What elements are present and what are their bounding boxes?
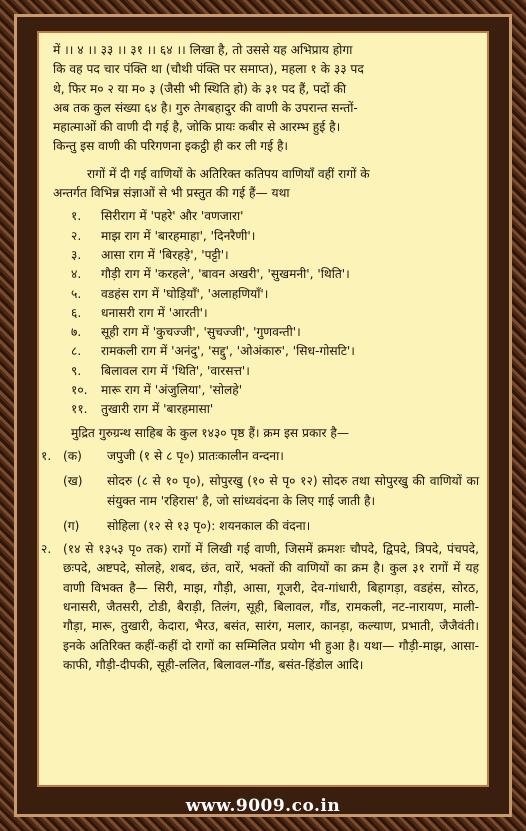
sub-text: जपुजी (१ से ८ पृ०) प्रातःकालीन वन्दना। <box>107 448 284 463</box>
item-text: बिलावल राग में 'थिति', 'वारसत्त'। <box>101 363 250 378</box>
sub-label: (ख) <box>63 474 83 489</box>
item-number: १०. <box>71 383 88 398</box>
item-text: मारू राग में 'अंजुलिया', 'सोलहे' <box>101 383 243 398</box>
item-text: गौड़ी राग में 'करहले', 'बावन अखरी', 'सुखमनी', 'थिति'। <box>101 267 350 282</box>
sub-text: सोहिला (१२ से १३ पृ०): शयनकाल की वंदना। <box>107 518 311 533</box>
item-number: ८. <box>71 344 82 359</box>
item-number: ५. <box>71 286 82 301</box>
sub-item <box>63 472 479 511</box>
section-number: २. <box>41 542 52 557</box>
item-number: ३. <box>71 247 82 262</box>
item-text: सिरीराग में 'पहरे' और 'वणजारा' <box>101 209 244 224</box>
list-item <box>71 323 479 342</box>
section-body: (१४ से १३५३ पृ० तक) रागों में लिखी गई वाणी, जिसमें क्रमशः चौपदे, द्विपदे, त्रिपदे, पंचपदे, छःपदे, अष्टपदे, सोलहे, शबद, छंत, वारें, भक्तों की वाणियों का क्रम है। कुल ३१ रागों में यह वाणी विभक्त है— सिरी, माझ, गौड़ी, आसा, गूजरी, देव-गांधारी, बिहागड़ा, वडहंस, सोरठ, धनासरी, जैतसरी, टोडी, बैराड़ी, तिलंग, सूही, बिलावल, गौंड, रामकली, नट-नारायण, माली-गौड़ा, मारू, तुखारी, केदारा, भैरउ, बसंत, सारंग, मलार, कानड़ा, कल्याण, प्रभाती, जैजैवंती। इनके अतिरिक्त कहीं-कहीं दो रागों का सम्मिलित प्रयोग भी हुआ है। यथा— गौड़ी-माझ, आसा-काफी, गौड़ी-दीपकी, सूही-ललित, बिलावल-गौंड, बसंत-हिंडोल आदि। <box>63 542 479 672</box>
list-item <box>71 207 479 226</box>
list-item <box>71 381 479 400</box>
intro-line: थे, फिर म० २ या म० ३ (जैसी भी स्थिति हो) के ३१ पद हैं, पदों की <box>53 81 347 96</box>
item-number: ६. <box>71 305 82 320</box>
footer-url: www.9009.co.in <box>185 796 341 816</box>
section-body <box>63 447 479 536</box>
intro-line: किन्तु इस वाणी की परिगणना इकट्ठी ही कर ली गई है। <box>53 139 289 154</box>
sub-item <box>63 517 479 536</box>
list-item <box>71 227 479 246</box>
document-page <box>37 31 489 787</box>
item-number: ४. <box>71 267 82 282</box>
section-one <box>41 447 479 536</box>
para-line: रागों में दी गई वाणियों के अतिरिक्त कतिपय वाणियाँ वहीं रागों के <box>87 166 370 181</box>
intro-paragraph <box>53 41 479 157</box>
item-number: ७. <box>71 325 82 340</box>
item-text: धनासरी राग में 'आरती'। <box>101 305 208 320</box>
sub-label: (ग) <box>63 518 80 533</box>
list-item <box>71 400 479 419</box>
item-number: ९. <box>71 363 82 378</box>
list-item <box>71 246 479 265</box>
item-text: माझ राग में 'बारहमाहा', 'दिनरैणी'। <box>101 228 256 243</box>
section-two <box>41 540 479 675</box>
list-item <box>71 265 479 284</box>
sub-text: सोदरु (८ से १० पृ०), सोपुरखु (१० से पृ० १२) सोदरु तथा सोपुरखु की वाणियों का संयुक्त नाम 'रहिरास' है, जो सांध्यवंदना के लिए गाई जाती है। <box>107 474 479 508</box>
sub-label: (क) <box>63 448 82 463</box>
item-text: वडहंस राग में 'घोड़ियाँ', 'अलाहणियाँ'। <box>101 286 269 301</box>
section-number: १. <box>41 448 52 463</box>
item-text: आसा राग में 'बिरहड़े', 'पट्टी'। <box>101 247 229 262</box>
intro-line: महात्माओं की वाणी दी गई है, जोकि प्रायः कबीर से आरम्भ हुई है। <box>53 120 341 135</box>
item-text: तुखारी राग में 'बारहमासा' <box>101 402 214 417</box>
list-item <box>71 304 479 323</box>
sub-item <box>63 447 479 466</box>
item-number: १. <box>71 209 82 224</box>
list-item <box>71 342 479 361</box>
intro-line: में ।। ४ ।। ३३ ।। ३१ ।। ६४ ।। लिखा है, तो उससे यह अभिप्राय होगा <box>53 43 353 57</box>
item-text: रामकली राग में 'अनंदु', 'सद्दु', 'ओअंकारु', 'सिध-गोसटि'। <box>101 344 355 359</box>
item-text: सूही राग में 'कुचज्जी', 'सुचज्जी', 'गुणवन्ती'। <box>101 325 301 340</box>
list-item <box>71 285 479 304</box>
intro-line: अब तक कुल संख्या ६४ है। गुरु तेगबहादुर की वाणी के उपरान्त सन्तों- <box>53 100 358 115</box>
mudrit-line: मुद्रित गुरुग्रन्थ साहिब के कुल १४३० पृष्ठ हैं। क्रम इस प्रकार है— <box>71 425 350 440</box>
list-item <box>71 362 479 381</box>
item-number: २. <box>71 228 82 243</box>
raag-list <box>53 207 479 419</box>
intro-line: कि वह पद चार पंक्ति था (चौथी पंक्ति पर समाप्त), महला १ के ३३ पद <box>53 62 364 77</box>
second-paragraph <box>53 165 479 204</box>
para-line: अन्तर्गत विभिन्न संज्ञाओं से भी प्रस्तुत की गई हैं— यथा <box>53 186 290 201</box>
item-number: ११. <box>71 402 88 417</box>
